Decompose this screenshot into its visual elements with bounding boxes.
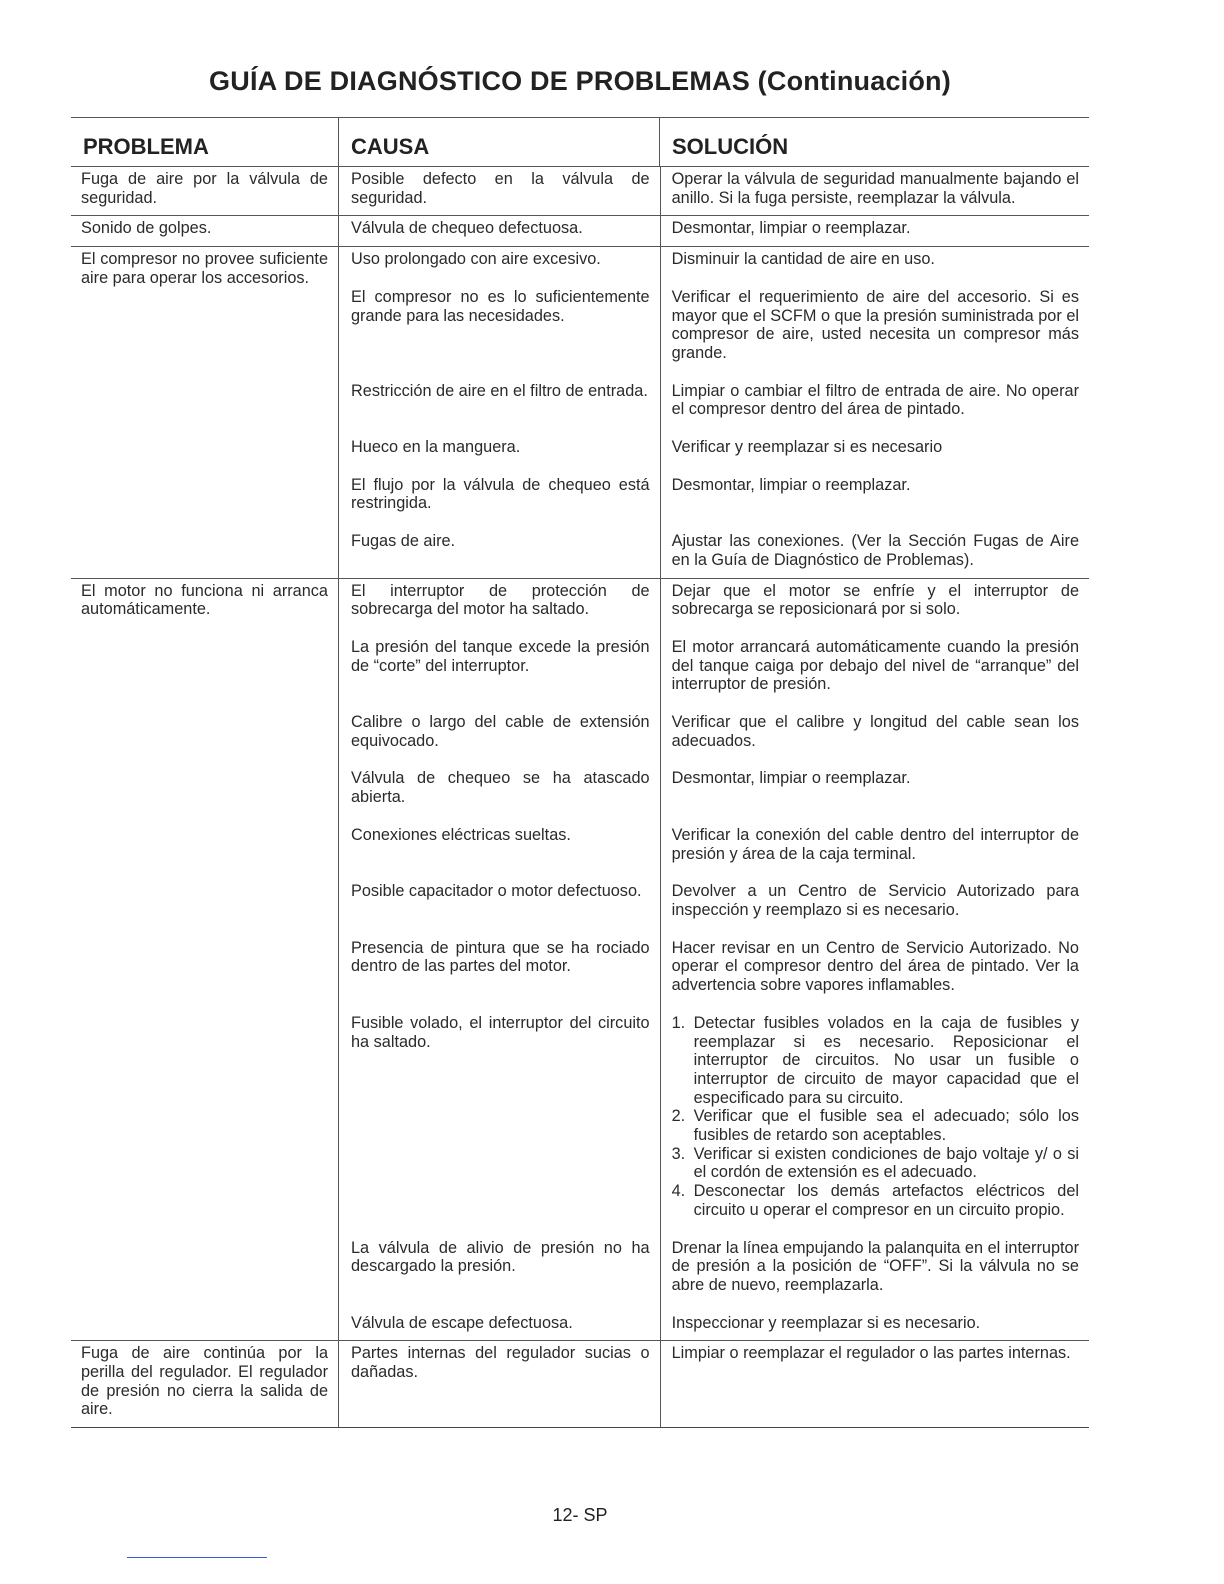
problem-cell [71, 167, 338, 215]
cause-cell [339, 1239, 660, 1295]
cause-text: Válvula de chequeo defectuosa. [351, 219, 583, 238]
column-divider [660, 167, 661, 215]
table-row [71, 246, 1089, 577]
table-row [71, 215, 1089, 246]
column-divider [660, 247, 661, 577]
cause-cell [339, 476, 660, 513]
step-text: Detectar fusibles volados en la caja de fusibles y reemplazar si es necesario. Reposicionar el interruptor de circuitos. No usar un fusible o interruptor de circuito de mayor capacidad que el especificado para su circuito. [693, 1013, 1079, 1107]
cause-cell [339, 939, 660, 995]
problem-cell [71, 1341, 338, 1427]
cause-text: Fusible volado, el interruptor del circuito ha saltado. [351, 1013, 650, 1051]
cause-solution-group [338, 216, 1089, 246]
step-text: Desconectar los demás artefactos eléctricos del circuito u operar el compresor en un circuito propio. [693, 1182, 1079, 1219]
cause-text: El compresor no es lo suficientemente grande para las necesidades. [351, 287, 650, 325]
cause-cell [339, 582, 660, 619]
solution-text: Operar la válvula de seguridad manualmente bajando el anillo. Si la fuga persiste, reemplazar la válvula. [671, 170, 1079, 207]
step-number: 1. [671, 1013, 686, 1032]
step-text: Verificar si existen condiciones de bajo voltaje y/ o si el cordón de extensión es el adecuado. [693, 1144, 1079, 1182]
cause-text: El flujo por la válvula de chequeo está restringida. [351, 475, 650, 513]
cause-solution-pair [339, 1014, 1089, 1220]
cause-solution-pair [339, 532, 1089, 569]
cause-text: Calibre o largo del cable de extensión equivocado. [351, 713, 650, 750]
link-underline [127, 1557, 267, 1558]
solution-cell [660, 219, 1089, 238]
cause-text: Restricción de aire en el filtro de entrada. [351, 381, 648, 400]
cause-solution-pair [339, 882, 1089, 919]
solution-cell [660, 939, 1089, 995]
column-divider [660, 216, 661, 246]
solution-step [672, 1145, 1079, 1182]
cause-cell [339, 638, 660, 694]
cause-solution-pair [339, 438, 1089, 457]
solution-text: Ajustar las conexiones. (Ver la Sección Fugas de Aire en la Guía de Diagnóstico de Problemas). [671, 532, 1079, 569]
solution-cell [660, 638, 1089, 694]
cause-text: Presencia de pintura que se ha rociado dentro de las partes del motor. [351, 938, 650, 976]
cause-text: Uso prolongado con aire excesivo. [351, 250, 601, 269]
solution-cell [660, 438, 1089, 457]
cause-solution-group [338, 247, 1089, 577]
solution-text: Verificar y reemplazar si es necesario [671, 438, 943, 457]
solution-cell [660, 713, 1089, 750]
solution-text: Devolver a un Centro de Servicio Autorizado para inspección y reemplazo si es necesario. [671, 882, 1079, 919]
cause-cell [339, 1014, 660, 1220]
cause-text: La presión del tanque excede la presión de “corte” del interruptor. [351, 637, 650, 675]
solution-text: Desmontar, limpiar o reemplazar. [671, 475, 911, 494]
cause-solution-pair [339, 1314, 1089, 1333]
cause-solution-pair [339, 219, 1089, 238]
cause-text: Hueco en la manguera. [351, 438, 521, 457]
solution-step [672, 1014, 1079, 1108]
problem-text: Fuga de aire continúa por la perilla del regulador. El regulador de presión no cierra la salida de aire. [81, 1344, 328, 1419]
cause-solution-group [338, 1341, 1089, 1427]
step-number: 2. [671, 1107, 686, 1126]
solution-cell [660, 532, 1089, 569]
solution-text: Desmontar, limpiar o reemplazar. [671, 769, 911, 788]
cause-text: Posible defecto en la válvula de seguridad. [351, 170, 650, 207]
cause-text: Conexiones eléctricas sueltas. [351, 825, 571, 844]
header-cause: CAUSA [338, 118, 659, 166]
solution-text: Hacer revisar en un Centro de Servicio Autorizado. No operar el compresor dentro del área de pintado. Ver la advertencia sobre vapores inflamables. [671, 938, 1079, 995]
solution-cell [660, 1344, 1089, 1381]
problem-cell [71, 579, 338, 1341]
table-body [71, 166, 1089, 1427]
solution-text: Inspeccionar y reemplazar si es necesario. [671, 1313, 981, 1332]
solution-cell [660, 170, 1089, 207]
solution-cell [660, 1314, 1089, 1333]
cause-solution-pair [339, 826, 1089, 863]
step-number: 3. [671, 1144, 686, 1163]
cause-solution-pair [339, 476, 1089, 513]
header-solution: SOLUCIÓN [659, 118, 1089, 166]
cause-cell [339, 826, 660, 863]
cause-cell [339, 438, 660, 457]
solution-cell [660, 769, 1089, 806]
cause-cell [339, 882, 660, 919]
cause-cell [339, 288, 660, 363]
cause-solution-pair [339, 939, 1089, 995]
cause-solution-pair [339, 1344, 1089, 1381]
solution-text: El motor arrancará automáticamente cuando la presión del tanque caiga por debajo del nivel de “arranque” del interruptor de presión. [671, 637, 1079, 694]
cause-solution-pair [339, 1239, 1089, 1295]
cause-text: Válvula de escape defectuosa. [351, 1313, 573, 1332]
header-problem: PROBLEMA [83, 134, 209, 159]
solution-text: Dejar que el motor se enfríe y el interruptor de sobrecarga se reposicionará por si solo. [671, 581, 1079, 619]
problem-cell [71, 216, 338, 246]
solution-cell [660, 882, 1089, 919]
solution-text: Verificar el requerimiento de aire del accesorio. Si es mayor que el SCFM o que la presión suministrada por el compresor de aire, usted necesita un compresor más grande. [671, 287, 1079, 362]
solution-step [672, 1107, 1079, 1144]
problem-text: Sonido de golpes. [81, 219, 212, 238]
solution-cell [660, 1014, 1089, 1220]
troubleshooting-table [71, 117, 1089, 1428]
problem-cell [71, 247, 338, 577]
solution-cell [660, 826, 1089, 863]
column-divider [660, 1341, 661, 1427]
cause-cell [339, 532, 660, 569]
table-row [71, 1340, 1089, 1427]
solution-text: Limpiar o cambiar el filtro de entrada de aire. No operar el compresor dentro del área de pintado. [671, 381, 1079, 419]
table-row [71, 166, 1089, 215]
solution-text: Verificar que el calibre y longitud del cable sean los adecuados. [671, 713, 1079, 750]
cause-cell [339, 250, 660, 269]
table-header [71, 118, 1089, 166]
cause-text: Válvula de chequeo se ha atascado abierta. [351, 769, 650, 807]
solution-text: Desmontar, limpiar o reemplazar. [671, 219, 911, 238]
solution-cell [660, 288, 1089, 363]
table-row [71, 578, 1089, 1341]
cause-cell [339, 769, 660, 806]
solution-steps [672, 1014, 1079, 1220]
cause-solution-pair [339, 170, 1089, 207]
solution-text: Drenar la línea empujando la palanquita en el interruptor de presión a la posición de “OFF”. Si la válvula no se abre de nuevo, reemplazarla. [671, 1238, 1079, 1294]
column-divider [660, 579, 661, 1341]
solution-step [672, 1182, 1079, 1219]
cause-cell [339, 382, 660, 419]
solution-text: Verificar la conexión del cable dentro del interruptor de presión y área de la caja terminal. [671, 825, 1079, 863]
cause-cell [339, 219, 660, 238]
problem-text: Fuga de aire por la válvula de seguridad. [81, 170, 328, 207]
problem-text: El compresor no provee suficiente aire para operar los accesorios. [81, 250, 328, 287]
cause-solution-pair [339, 638, 1089, 694]
solution-cell [660, 1239, 1089, 1295]
solution-text: Limpiar o reemplazar el regulador o las partes internas. [671, 1344, 1071, 1363]
cause-solution-pair [339, 382, 1089, 419]
cause-solution-pair [339, 713, 1089, 750]
solution-cell [660, 382, 1089, 419]
cause-solution-pair [339, 288, 1089, 363]
cause-text: Fugas de aire. [351, 532, 456, 551]
cause-solution-group [338, 579, 1089, 1341]
cause-cell [339, 1314, 660, 1333]
solution-text: Disminuir la cantidad de aire en uso. [671, 250, 935, 269]
page-number: 12- SP [552, 1505, 608, 1525]
solution-cell [660, 582, 1089, 619]
cause-text: El interruptor de protección de sobrecarga del motor ha saltado. [351, 581, 650, 619]
step-text: Verificar que el fusible sea el adecuado; sólo los fusibles de retardo son aceptables. [693, 1107, 1079, 1145]
step-number: 4. [671, 1182, 686, 1201]
problem-text: El motor no funciona ni arranca automáticamente. [81, 581, 328, 619]
cause-cell [339, 1344, 660, 1381]
solution-cell [660, 476, 1089, 513]
cause-cell [339, 170, 660, 207]
solution-cell [660, 250, 1089, 269]
cause-text: Partes internas del regulador sucias o dañadas. [351, 1344, 650, 1382]
cause-solution-pair [339, 250, 1089, 269]
cause-solution-group [338, 167, 1089, 215]
cause-solution-pair [339, 769, 1089, 806]
cause-text: Posible capacitador o motor defectuoso. [351, 882, 642, 901]
page-title: GUÍA DE DIAGNÓSTICO DE PROBLEMAS (Continuación) [209, 66, 951, 96]
cause-solution-pair [339, 582, 1089, 619]
cause-text: La válvula de alivio de presión no ha descargado la presión. [351, 1238, 650, 1276]
cause-cell [339, 713, 660, 750]
